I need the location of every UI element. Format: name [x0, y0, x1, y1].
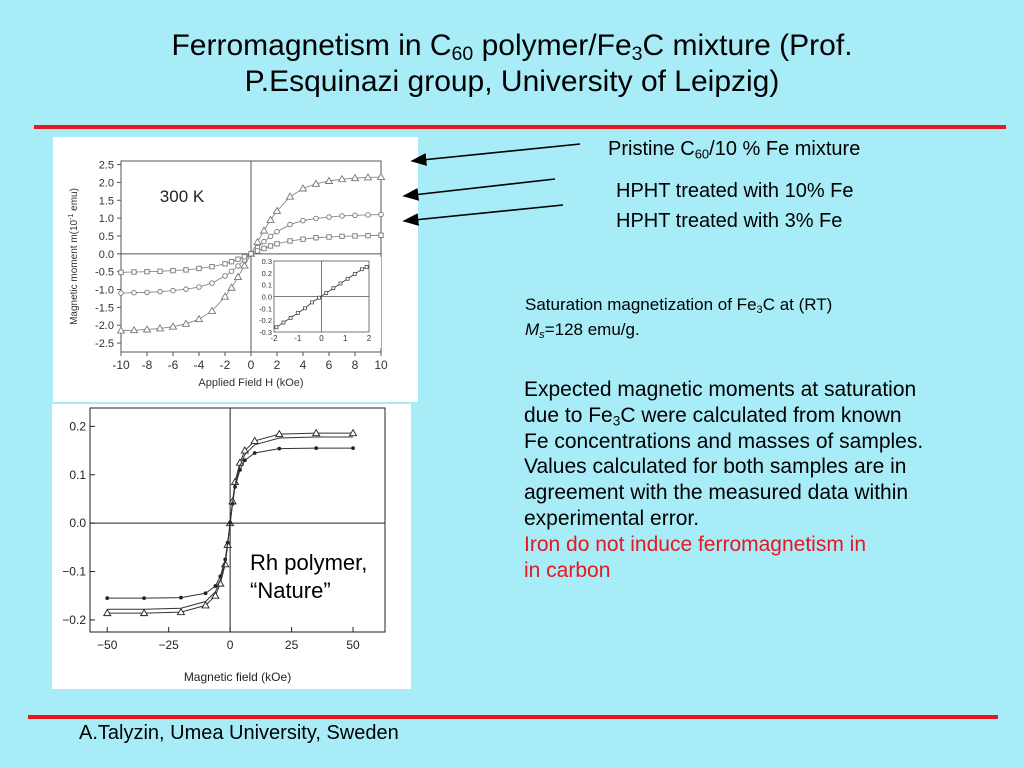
data-point-square	[262, 246, 266, 250]
inset-data-point	[339, 282, 342, 285]
data-point-triangle	[196, 316, 203, 322]
y-axis-label: Magnetic moment $m(10^{-1}$ emu)	[68, 188, 80, 325]
inset-data-point	[365, 265, 368, 268]
y-tick-label: 0.1	[69, 467, 86, 482]
x-tick-label: 0	[247, 358, 255, 372]
data-point-circle	[145, 290, 150, 295]
expected-line2: due to $Fe_3C$ were calculated from known	[524, 403, 902, 429]
data-point-square	[184, 268, 188, 272]
data-point-square	[119, 270, 123, 274]
data-point-square	[210, 264, 214, 268]
inset-data-point	[275, 326, 278, 329]
data-point-square	[275, 242, 279, 246]
data-point-circle	[158, 289, 163, 294]
rh-label-line1: Rh polymer,	[250, 550, 368, 575]
chart-panel-bottom	[52, 404, 411, 689]
arrow-hpht3	[404, 205, 563, 221]
y-tick-label: 0.0	[69, 516, 86, 531]
temperature-annotation: 300 K	[159, 187, 205, 206]
x-tick-label: 4	[299, 358, 307, 372]
data-point-circle	[301, 218, 306, 223]
inset-data-point	[325, 291, 328, 294]
x-tick-label: -4	[193, 358, 205, 372]
inset-data-point	[296, 312, 299, 315]
data-point-square	[366, 233, 370, 237]
pointer-arrows	[395, 135, 595, 235]
top-divider	[34, 125, 1006, 129]
y-tick-label: -1.0	[95, 284, 114, 297]
arrow-hpht10	[404, 179, 555, 196]
hysteresis-chart-300k	[53, 137, 418, 402]
title-line1: Ferromagnetism in $C_{60}$ polymer/$Fe_3C$ mixture (Prof.	[171, 29, 853, 65]
y-tick-label: 2.0	[98, 177, 114, 190]
data-point-triangle	[228, 284, 235, 290]
data-point-circle	[314, 216, 319, 221]
x-tick-label: 2	[273, 358, 281, 372]
inset-data-point	[332, 287, 335, 290]
y-tick-label: 2.5	[98, 159, 114, 172]
y-tick-label: −0.2	[62, 612, 86, 627]
y-tick-label: -0.5	[95, 266, 114, 279]
y-tick-label: 0.5	[98, 230, 114, 243]
y-tick-label: -1.5	[95, 302, 114, 315]
y-tick-label: 0.2	[69, 419, 86, 434]
data-point-square	[327, 235, 331, 239]
data-point-triangle	[254, 239, 261, 245]
data-point-triangle	[104, 610, 111, 616]
expected-line6: experimental error.	[524, 506, 700, 530]
data-point-circle	[210, 281, 215, 286]
data-point-triangle	[261, 227, 268, 233]
y-tick-label: -2.0	[95, 320, 114, 333]
data-point-square	[340, 234, 344, 238]
saturation-text	[525, 292, 832, 342]
data-point-triangle	[378, 174, 385, 180]
x-tick-label: 25	[284, 638, 299, 652]
data-point-square	[223, 262, 227, 266]
data-point-circle	[275, 229, 280, 234]
y-tick-label: 0.0	[98, 248, 114, 261]
y-tick-label: 1.0	[98, 213, 114, 226]
data-point-triangle	[241, 262, 248, 268]
data-point-square	[242, 254, 246, 258]
data-point-circle	[379, 212, 384, 217]
rh-label-line2: “Nature”	[250, 578, 331, 603]
data-point-circle	[366, 213, 371, 218]
label-hpht3: HPHT treated with 3% Fe	[616, 210, 843, 232]
footer-credit: A.Talyzin, Umea University, Sweden	[79, 722, 399, 744]
inset-data-point	[311, 301, 314, 304]
x-tick-label: 50	[346, 638, 360, 652]
arrow-pristine	[412, 144, 580, 161]
x-axis-label: Applied Field H (kOe)	[198, 377, 304, 389]
data-point-circle	[132, 290, 137, 295]
y-tick-label: -2.5	[95, 338, 114, 351]
data-point-dot	[179, 596, 183, 600]
x-tick-label: 8	[351, 358, 359, 372]
expected-line4: Values calculated for both samples are in	[524, 455, 907, 479]
inset-y-tick-label: 0.1	[261, 280, 272, 290]
x-tick-label: 6	[325, 358, 333, 372]
y-tick-label: 1.5	[98, 195, 114, 208]
inset-data-point	[303, 307, 306, 310]
data-point-square	[268, 244, 272, 248]
y-tick-label: −0.1	[62, 564, 86, 579]
saturation-line1: Saturation magnetization of $Fe_3C$ at (RT)	[525, 295, 833, 316]
label-hpht10: HPHT treated with 10% Fe	[616, 180, 854, 202]
data-point-dot	[204, 591, 208, 595]
inset-y-tick-label: 0.2	[261, 268, 272, 278]
data-point-square	[132, 270, 136, 274]
data-point-circle	[327, 215, 332, 220]
data-point-dot	[243, 458, 247, 462]
data-point-square	[255, 249, 259, 253]
x-tick-label: 0	[226, 638, 234, 652]
rh-polymer-label	[250, 549, 367, 605]
data-point-dot	[277, 447, 281, 451]
conclusion-line1: Iron do not induce ferromagnetism in	[524, 532, 867, 556]
data-point-circle	[171, 288, 176, 293]
x-tick-label: 10	[374, 358, 388, 372]
data-point-square	[145, 269, 149, 273]
expected-paragraph	[524, 377, 1019, 583]
x-axis-label: Magnetic field (kOe)	[183, 670, 292, 684]
x-tick-label: -8	[141, 358, 153, 372]
data-point-dot	[213, 584, 217, 588]
data-point-dot	[253, 451, 257, 455]
inset-x-tick-label: 0	[319, 334, 324, 343]
inset-data-point	[346, 277, 349, 280]
inset-y-tick-label: -0.2	[259, 316, 272, 326]
x-tick-label: −50	[97, 638, 118, 652]
data-point-circle	[340, 214, 345, 219]
inset-x-tick-label: -2	[270, 334, 278, 343]
inset-data-point	[318, 296, 321, 299]
data-point-square	[249, 252, 253, 256]
inset-data-point	[282, 321, 285, 324]
inset-y-tick-label: -0.1	[259, 304, 272, 314]
x-tick-label: -10	[112, 358, 130, 372]
data-point-square	[158, 269, 162, 273]
data-point-square	[379, 233, 383, 237]
inset-x-tick-label: 1	[343, 334, 348, 343]
inset-y-tick-label: 0.0	[261, 292, 272, 302]
data-point-square	[236, 257, 240, 261]
x-tick-label: -2	[219, 358, 231, 372]
data-point-circle	[184, 287, 189, 292]
data-point-circle	[262, 239, 267, 244]
expected-line5: agreement with the measured data within	[524, 481, 909, 505]
data-point-triangle	[287, 193, 294, 199]
data-point-dot	[105, 596, 109, 600]
data-point-square	[197, 266, 201, 270]
inset-x-tick-label: -1	[294, 334, 302, 343]
data-point-triangle	[350, 430, 357, 436]
data-point-dot	[142, 596, 146, 600]
expected-line3: Fe concentrations and masses of samples.	[524, 429, 924, 453]
bottom-divider	[28, 715, 998, 719]
rh-polymer-chart	[52, 404, 411, 689]
conclusion-line2: in carbon	[524, 558, 611, 582]
data-point-square	[288, 239, 292, 243]
data-point-triangle	[235, 274, 242, 280]
data-point-circle	[268, 234, 273, 239]
inset-y-tick-label: 0.3	[261, 257, 272, 266]
data-point-circle	[353, 213, 358, 218]
inset-data-point	[289, 316, 292, 319]
inset-x-tick-label: 2	[366, 334, 372, 343]
data-point-square	[171, 268, 175, 272]
data-point-square	[229, 259, 233, 263]
slide-title	[0, 28, 1024, 100]
data-point-triangle	[212, 592, 219, 598]
data-point-square	[301, 237, 305, 241]
label-pristine: Pristine $C_{60}/10$ % Fe mixture	[608, 138, 861, 162]
data-point-circle	[119, 291, 124, 296]
inset-data-point	[360, 268, 363, 271]
data-point-dot	[351, 446, 355, 450]
x-tick-label: −25	[158, 638, 179, 652]
data-point-circle	[223, 274, 228, 279]
inset-data-point	[353, 273, 356, 276]
x-tick-label: -6	[167, 358, 179, 372]
title-line2: P.Esquinazi group, University of Leipzig)	[244, 65, 780, 98]
chart-panel-top	[53, 137, 418, 402]
data-point-square	[314, 236, 318, 240]
data-point-circle	[197, 285, 202, 290]
data-point-dot	[314, 446, 318, 450]
expected-line1: Expected magnetic moments at saturation	[524, 378, 917, 401]
inset-y-tick-label: -0.3	[259, 328, 272, 337]
data-point-triangle	[313, 430, 320, 436]
data-point-circle	[236, 264, 241, 269]
data-point-square	[353, 234, 357, 238]
saturation-line2: $M_s=128$ emu/g.	[525, 320, 640, 341]
data-point-circle	[229, 269, 234, 274]
data-point-circle	[288, 222, 293, 227]
